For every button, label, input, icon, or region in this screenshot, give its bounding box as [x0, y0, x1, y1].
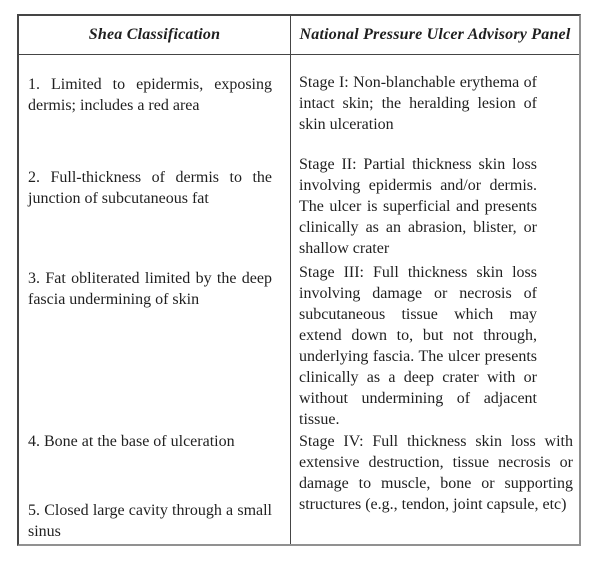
- shea-cell-1: [19, 55, 290, 150]
- shea-item-2: 2. Full-thickness of dermis to the junction of subcutaneous fat: [28, 169, 272, 207]
- shea-item-5: 5. Closed large cavity through a small sinus: [28, 502, 272, 540]
- shea-cell-2: [19, 150, 290, 260]
- npuap-cell-4: [290, 427, 579, 544]
- npuap-stage-2: Stage II: Partial thickness skin loss involving epidermis and/or dermis. The ulcer is superficial and presents clinically as an abrasion, blister, or shallow crater: [299, 156, 537, 257]
- column-header-shea-label: Shea Classification: [88, 26, 221, 43]
- npuap-stage-1: Stage I: Non-blanchable erythema of intact skin; the heralding lesion of skin ulceration: [299, 74, 537, 133]
- shea-item-1: 1. Limited to epidermis, exposing dermis; includes a red area: [28, 76, 272, 114]
- shea-item-3: 3. Fat obliterated limited by the deep fascia undermining of skin: [28, 270, 272, 308]
- column-header-npuap-label: National Pressure Ulcer Advisory Panel: [299, 26, 571, 43]
- column-header-npuap: [290, 16, 579, 55]
- classification-table: [17, 14, 581, 546]
- npuap-stage-3: Stage III: Full thickness skin loss involving damage or necrosis of subcutaneous tissue which may extend down to, but not through, underlying fascia. The ulcer presents clinically as a deep crater with or without undermining of adjacent tissue.: [299, 264, 537, 428]
- shea-cell-4-5: [19, 427, 290, 544]
- npuap-cell-1: [290, 55, 579, 150]
- column-header-shea: [19, 16, 290, 55]
- shea-cell-3: [19, 260, 290, 427]
- npuap-cell-2: [290, 150, 579, 260]
- npuap-stage-4: Stage IV: Full thickness skin loss with extensive destruction, tissue necrosis or damage to muscle, bone or supporting structures (e.g., tendon, joint capsule, etc): [299, 433, 573, 513]
- npuap-cell-3: [290, 260, 579, 427]
- shea-item-4: 4. Bone at the base of ulceration: [28, 433, 235, 450]
